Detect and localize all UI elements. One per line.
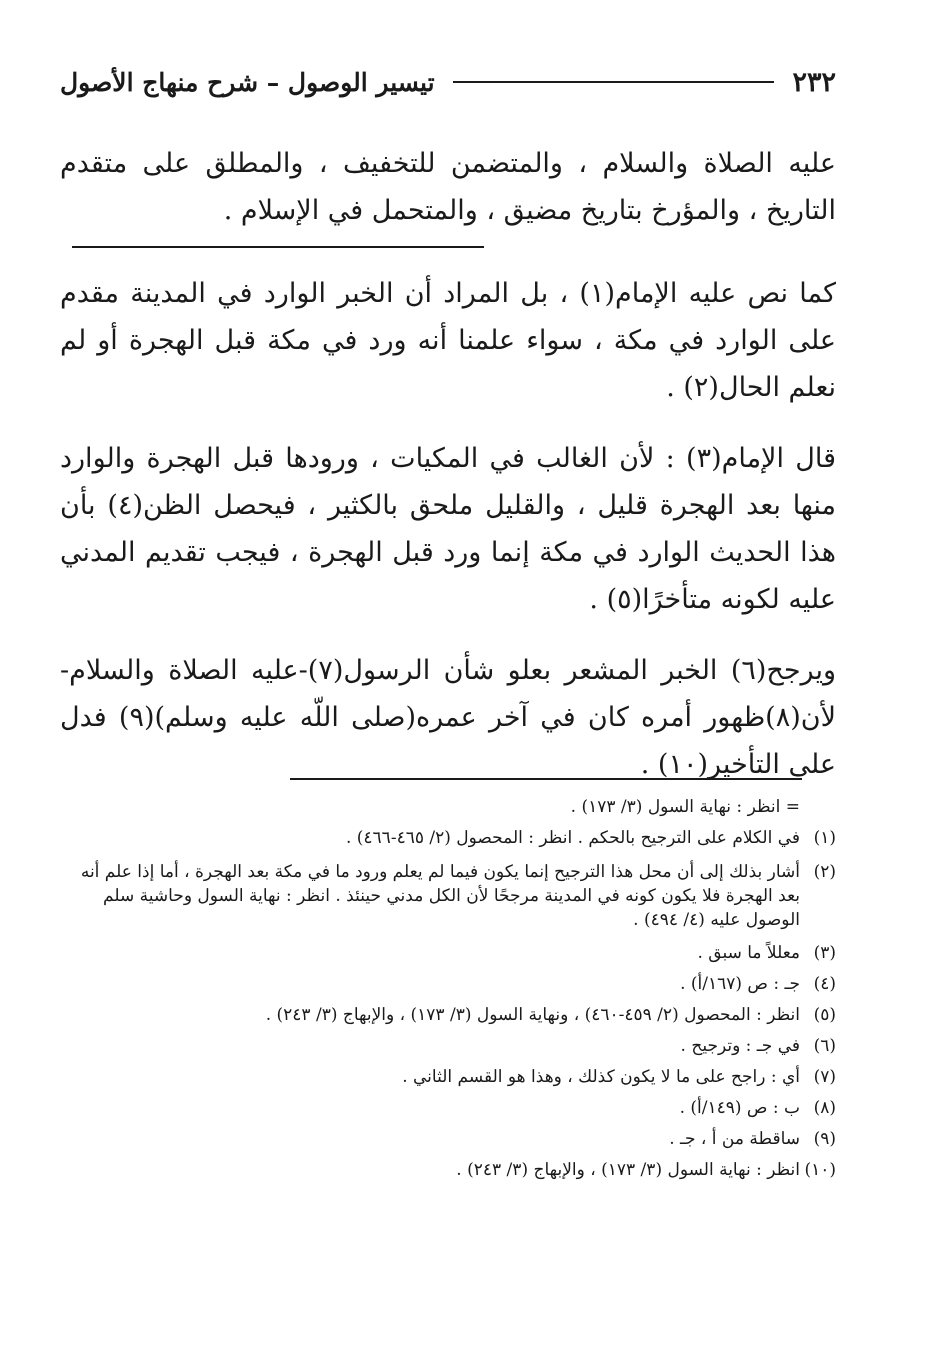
footnote-5: (٥) انظر : المحصول (٢/ ٤٥٩-٤٦٠) ، ونهاية السول (٣/ ١٧٣) ، والإبهاج (٣/ ٢٤٣) . bbox=[265, 1005, 836, 1025]
footnote-9: (٩) ساقطة من أ ، جـ . bbox=[669, 1129, 836, 1149]
footnote-continuation: = انظر : نهاية السول (٣/ ١٧٣) . bbox=[570, 797, 800, 817]
footnote-1: (١) في الكلام على الترجيح بالحكم . انظر : المحصول (٢/ ٤٦٥-٤٦٦) . bbox=[345, 828, 836, 848]
footnote-separator bbox=[290, 778, 802, 780]
footnote-2: (٢) أشار بذلك إلى أن محل هذا الترجيح إنما يكون فيما لم يعلم ورود ما في مكة بعد الهجرة ، أما إذا علم أنه بعد الهجرة فلا يكون كونه في المدينة مرجحًا لأن الكل مدني حينئذ . انظر : نهاية السول وحاشية سلم الوصول عليه (٤/ ٤٩٤) . bbox=[80, 862, 836, 930]
footnote-4: (٤) جـ : ص (١٦٧/أ) . bbox=[680, 974, 836, 994]
page-header bbox=[60, 62, 836, 102]
footnote-7: (٧) أي : راجح على ما لا يكون كذلك ، وهذا هو القسم الثاني . bbox=[402, 1067, 836, 1087]
main-text bbox=[60, 140, 836, 788]
running-title: تيسير الوصول – شرح منهاج الأصول bbox=[60, 67, 435, 97]
page-number: ٢٣٢ bbox=[792, 66, 836, 98]
footnote-3: (٣) معللاً ما سبق . bbox=[697, 943, 836, 963]
footnote-8: (٨) ب : ص (١٤٩/أ) . bbox=[679, 1098, 836, 1118]
footnote-10: (١٠) انظر : نهاية السول (٣/ ١٧٣) ، والإبهاج (٣/ ٢٤٣) . bbox=[456, 1160, 836, 1180]
continued-paragraph: عليه الصلاة والسلام ، والمتضمن للتخفيف ، والمطلق على متقدم التاريخ ، والمؤرخ بتاريخ مضيق ، والمتحمل في الإسلام . bbox=[60, 148, 836, 226]
paragraph-3: ويرجح(٦) الخبر المشعر بعلو شأن الرسول(٧)-عليه الصلاة والسلام- لأن(٨)ظهور أمره كان في آخر عمره(صلى اللّه عليه وسلم)(٩) فدل على التأخير(١٠) . bbox=[60, 655, 836, 780]
footnote-6: (٦) في جـ : وترجيح . bbox=[680, 1036, 836, 1056]
section-separator bbox=[72, 246, 484, 248]
paragraph-1: كما نص عليه الإمام(١) ، بل المراد أن الخبر الوارد في المدينة مقدم على الوارد في مكة ، سواء علمنا أنه ورد في مكة قبل الهجرة أو لم نعلم الحال(٢) . bbox=[60, 278, 836, 403]
header-rule bbox=[453, 81, 775, 83]
footnotes bbox=[60, 792, 836, 1186]
paragraph-2: قال الإمام(٣) : لأن الغالب في المكيات ، ورودها قبل الهجرة والوارد منها بعد الهجرة قليل ، والقليل ملحق بالكثير ، فيحصل الظن(٤) بأن هذا الحديث الوارد في مكة إنما ورد قبل الهجرة ، فيجب تقديم المدني عليه لكونه متأخرًا(٥) . bbox=[60, 443, 836, 615]
